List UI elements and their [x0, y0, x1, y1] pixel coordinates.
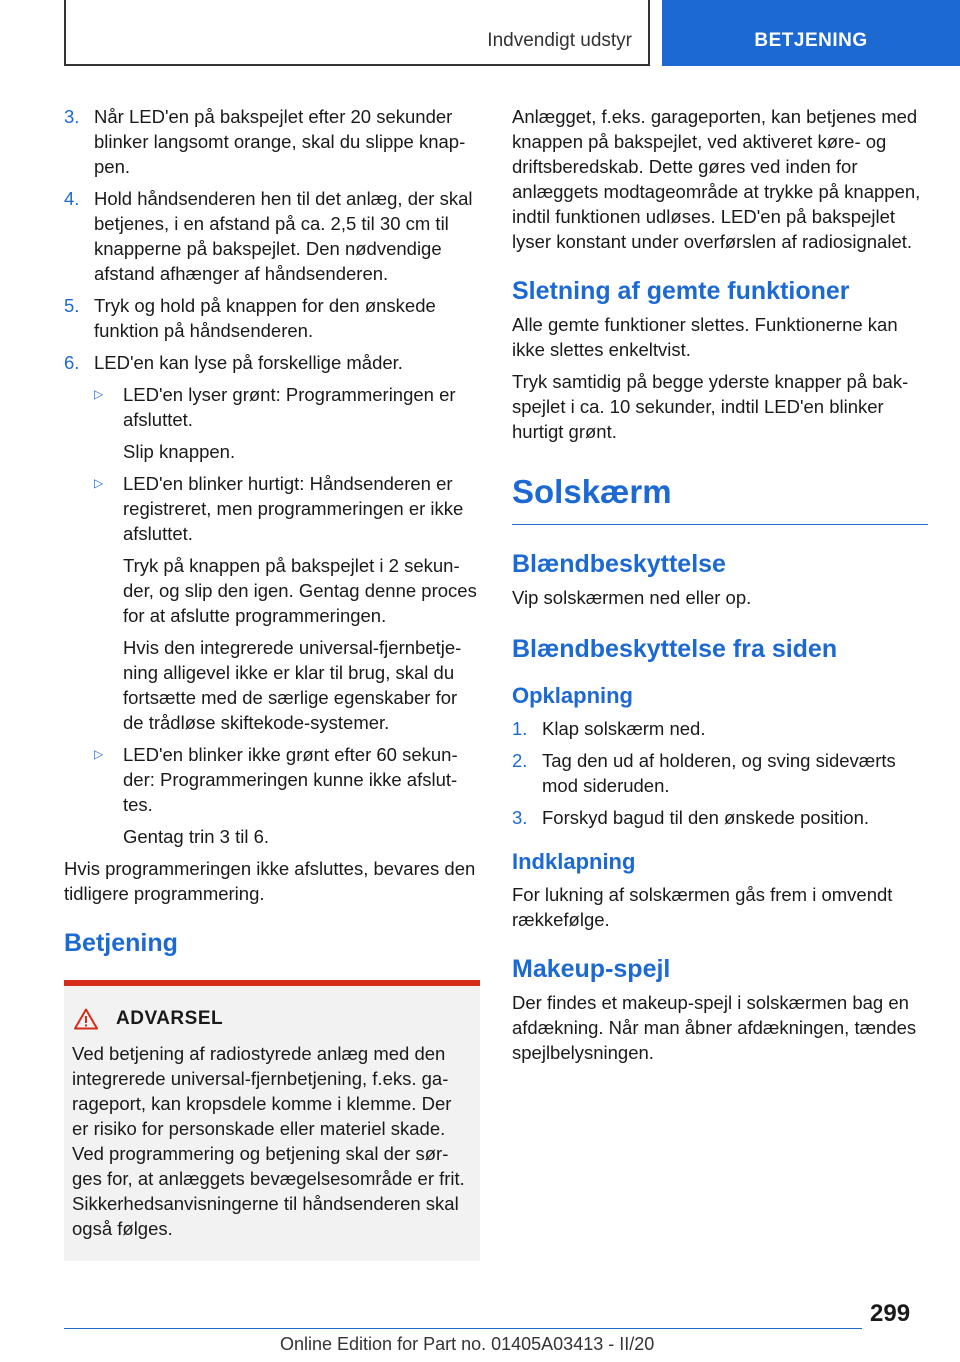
sub-item-note: Gentag trin 3 til 6.	[123, 826, 270, 847]
warning-triangle-icon	[74, 1008, 98, 1030]
footer-edition: Online Edition for Part no. 01405A03413 - II/20	[280, 1334, 655, 1354]
left-column	[64, 104, 480, 1261]
triangle-bullet-icon: ▷	[94, 476, 104, 490]
sub-item-note: Tryk på knappen på bakspejlet i 2 sekunder, og slip den igen. Gentag denne proces for at afslutte programmeringen.	[123, 555, 477, 626]
step-text: Når LED'en på bakspejlet efter 20 sekunder blinker langsomt orange, skal du slippe knappen.	[94, 106, 466, 177]
paragraph-fallback: Hvis programmeringen ikke afsluttes, bevares den tidligere programmering.	[64, 858, 476, 904]
step-text: Klap solskærm ned.	[542, 718, 706, 739]
heading-opklapning: Opklapning	[512, 683, 633, 708]
step-text: Tag den ud af holderen, og sving sideværts mod sideruden.	[542, 750, 896, 796]
warning-header	[74, 1006, 472, 1031]
step-number: 6.	[64, 352, 80, 373]
step-number: 3.	[512, 807, 528, 828]
heading-sletning: Sletning af gemte funktioner	[512, 277, 850, 305]
paragraph-indklapning: For lukning af solskærmen gås frem i omvendt rækkefølge.	[512, 884, 893, 930]
step-text: Forskyd bagud til den ønskede position.	[542, 807, 870, 828]
op-step-3	[512, 805, 928, 830]
sub-item-green	[94, 382, 480, 432]
sub-item-fast-blink	[94, 471, 480, 546]
sub-item-text: LED'en blinker hurtigt: Håndsenderen er registreret, men programmeringen er ikke afsluttet.	[123, 473, 464, 544]
heading-solskaerm: Solskærm	[512, 472, 928, 525]
running-header-title: Indvendigt udstyr	[487, 30, 632, 51]
step-5	[64, 293, 480, 343]
paragraph-intro: Anlægget, f.eks. garageporten, kan betjenes med knappen på bakspejlet, ved aktiveret køre- og driftsberedskab. Dette gøres ved inden for anlæggets modtageområde at trykke på knappen, indtil funktionen udløses. LED'en på bakspejlet lyser konstant under overførslen af radiosignalet.	[512, 106, 921, 252]
running-header-title-box	[64, 0, 650, 66]
paragraph-makeup: Der findes et makeup-spejl i solskærmen bag en afdækning. Når man åbner afdækningen, tændes spejlbelysningen.	[512, 992, 917, 1063]
sub-item-text: LED'en blinker ikke grønt efter 60 sekunder: Programmeringen kunne ikke afsluttes.	[123, 744, 458, 815]
sub-item-no-green	[94, 742, 480, 817]
heading-makeup-spejl: Makeup-spejl	[512, 955, 671, 983]
triangle-bullet-icon: ▷	[94, 747, 104, 761]
sub-item-note: Hvis den integrerede universal-fjernbetjening alligevel ikke er klar til brug, skal du fortsætte med de særlige egenskaber for de trådløse skiftekode-systemer.	[123, 637, 462, 733]
heading-blaendbeskyttelse: Blændbeskyttelse	[512, 550, 726, 578]
right-column	[512, 104, 928, 1072]
step-number: 2.	[512, 750, 528, 771]
step-4	[64, 186, 480, 286]
paragraph-sletning: Alle gemte funktioner slettes. Funktionerne kan ikke slettes enkeltvist.	[512, 314, 898, 360]
warning-box	[64, 980, 480, 1261]
step-number: 1.	[512, 718, 528, 739]
heading-blaendbeskyttelse-side: Blændbeskyttelse fra siden	[512, 635, 838, 663]
running-header-section: BETJENING	[754, 30, 868, 51]
step-text: Hold håndsenderen hen til det anlæg, der skal betjenes, i en afstand på ca. 2,5 til 30 cm til knapperne på bakspejlet. Den nødvendige afstand afhænger af håndsenderen.	[94, 188, 473, 284]
step-text: Tryk og hold på knappen for den ønskede funktion på håndsenderen.	[94, 295, 436, 341]
sub-item-text: LED'en lyser grønt: Programmeringen er afsluttet.	[123, 384, 456, 430]
op-step-1	[512, 716, 928, 741]
warning-label: ADVARSEL	[116, 1008, 224, 1029]
op-step-2	[512, 748, 928, 798]
step-6	[64, 350, 480, 375]
page-number: 299	[870, 1300, 911, 1327]
heading-indklapning: Indklapning	[512, 849, 636, 874]
warning-text: Ved programmering og betjening skal der sørges for, at anlæggets bevægelsesområde er frit. Sikkerhedsanvisningerne til håndsenderen skal også følges.	[72, 1143, 465, 1239]
step-3	[64, 104, 480, 179]
step-number: 3.	[64, 106, 80, 127]
footer-rule	[64, 1328, 862, 1329]
paragraph-blaendbeskyttelse: Vip solskærmen ned eller op.	[512, 587, 752, 608]
step-text: LED'en kan lyse på forskellige måder.	[94, 352, 403, 373]
paragraph-sletning: Tryk samtidig på begge yderste knapper på bakspejlet i ca. 10 sekunder, indtil LED'en blinker hurtigt grønt.	[512, 371, 909, 442]
triangle-bullet-icon: ▷	[94, 387, 104, 401]
step-number: 4.	[64, 188, 80, 209]
heading-betjening: Betjening	[64, 929, 178, 957]
step-number: 5.	[64, 295, 80, 316]
warning-text: Ved betjening af radiostyrede anlæg med den integrerede universal-fjernbetjening, f.eks. garageport, kan kropsdele komme i klemme. Der er risiko for personskade eller materiel skade.	[72, 1043, 452, 1139]
running-header-section-tab	[662, 0, 960, 66]
sub-item-note: Slip knappen.	[123, 441, 236, 462]
